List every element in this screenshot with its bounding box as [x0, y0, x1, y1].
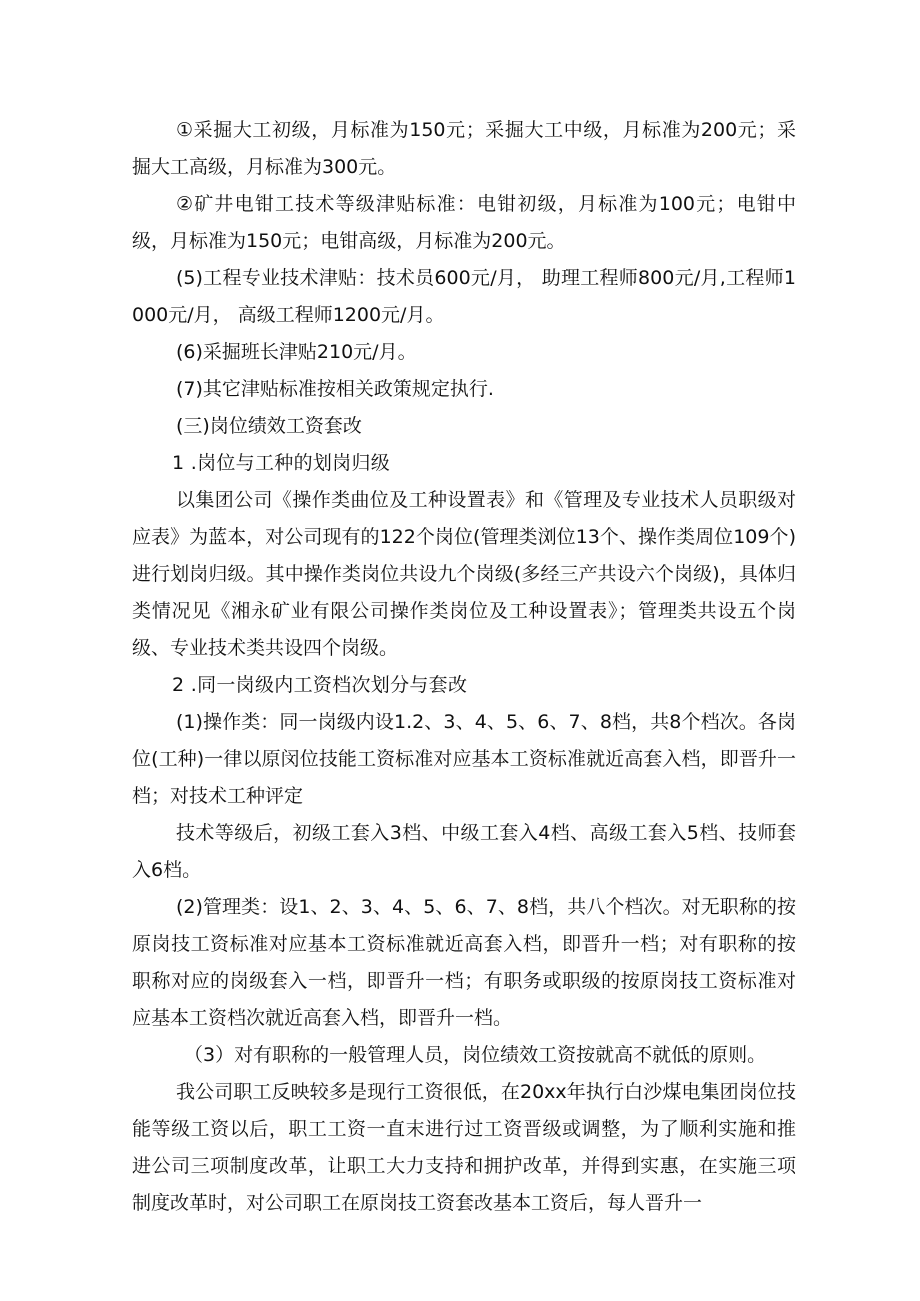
paragraph-engineering-allowance: (5)工程专业技术津贴：技术员600元/月， 助理工程师800元/月,工程师1000元/月， 高级工程师1200元/月。 — [132, 267, 796, 326]
section-heading-post-performance: (三)岗位绩效工资套改 — [176, 415, 362, 437]
paragraph-other-allowance: (7)其它津贴标准按相关政策规定执行. — [176, 378, 494, 400]
subheading-grade-division: 2 .同一岗级内工资档次划分与套改 — [172, 674, 468, 696]
paragraph-team-leader-allowance: (6)采掘班长津贴210元/月。 — [176, 341, 417, 363]
paragraph-post-classification: 以集团公司《操作类曲位及工种设置表》和《管理及专业技术人员职级对应表》为蓝本，对公司现有的122个岗位(管理类浏位13个、操作类周位109个)进行划岗归级。其中操作类岗位共设九个岗级(多经三产共设六个岗级)，具体归类情况见《湘永矿业有限公司操作类岗位及工种设置表》；管理类共设五个岗级、专业技术类共设四个岗级。 — [132, 489, 796, 659]
paragraph-wage-background: 我公司职工反映较多是现行工资很低，在20xx年执行白沙煤电集团岗位技能等级工资以后，职工工资一直末进行过工资晋级或调整，为了顺利实施和推进公司三项制度改革，让职工大力支持和拥护改革，并得到实惠，在实施三项制度改革时，对公司职工在原岗技工资套改基本工资后，每人晋升一 — [132, 1081, 796, 1214]
paragraph-skill-allowance-electrician: ②矿井电钳工技术等级津贴标准：电钳初级，月标准为100元；电钳中级，月标准为150元；电钳高级，月标准为200元。 — [132, 193, 796, 252]
subheading-post-classification: 1 .岗位与工种的划岗归级 — [172, 452, 391, 474]
paragraph-skill-allowance-mining: ①采掘大工初级，月标准为150元；采掘大工中级，月标准为200元；采掘大工高级，月标准为300元。 — [132, 119, 796, 178]
paragraph-titled-staff-principle: （3）对有职称的一般管理人员，岗位绩效工资按就高不就低的原则。 — [184, 1044, 767, 1066]
paragraph-management-grades: (2)管理类：设1、2、3、4、5、6、7、8档，共八个档次。对无职称的按原岗技工资标准对应基本工资标准就近高套入档，即晋升一档；对有职称的按职称对应的岗级套入一档，即晋升一档；有职务或职级的按原岗技工资标准对应基本工资档次就近高套入档，即晋升一档。 — [132, 896, 796, 1029]
paragraph-technical-level-grades: 技术等级后，初级工套入3档、中级工套入4档、高级工套入5档、技师套入6档。 — [132, 822, 796, 881]
paragraph-operation-grades: (1)操作类：同一岗级内设1.2、3、4、5、6、7、8档，共8个档次。各岗位(工种)一律以原闵位技能工资标准对应基本工资标准就近高套入档，即晋升一档；对技术工种评定 — [132, 711, 796, 807]
